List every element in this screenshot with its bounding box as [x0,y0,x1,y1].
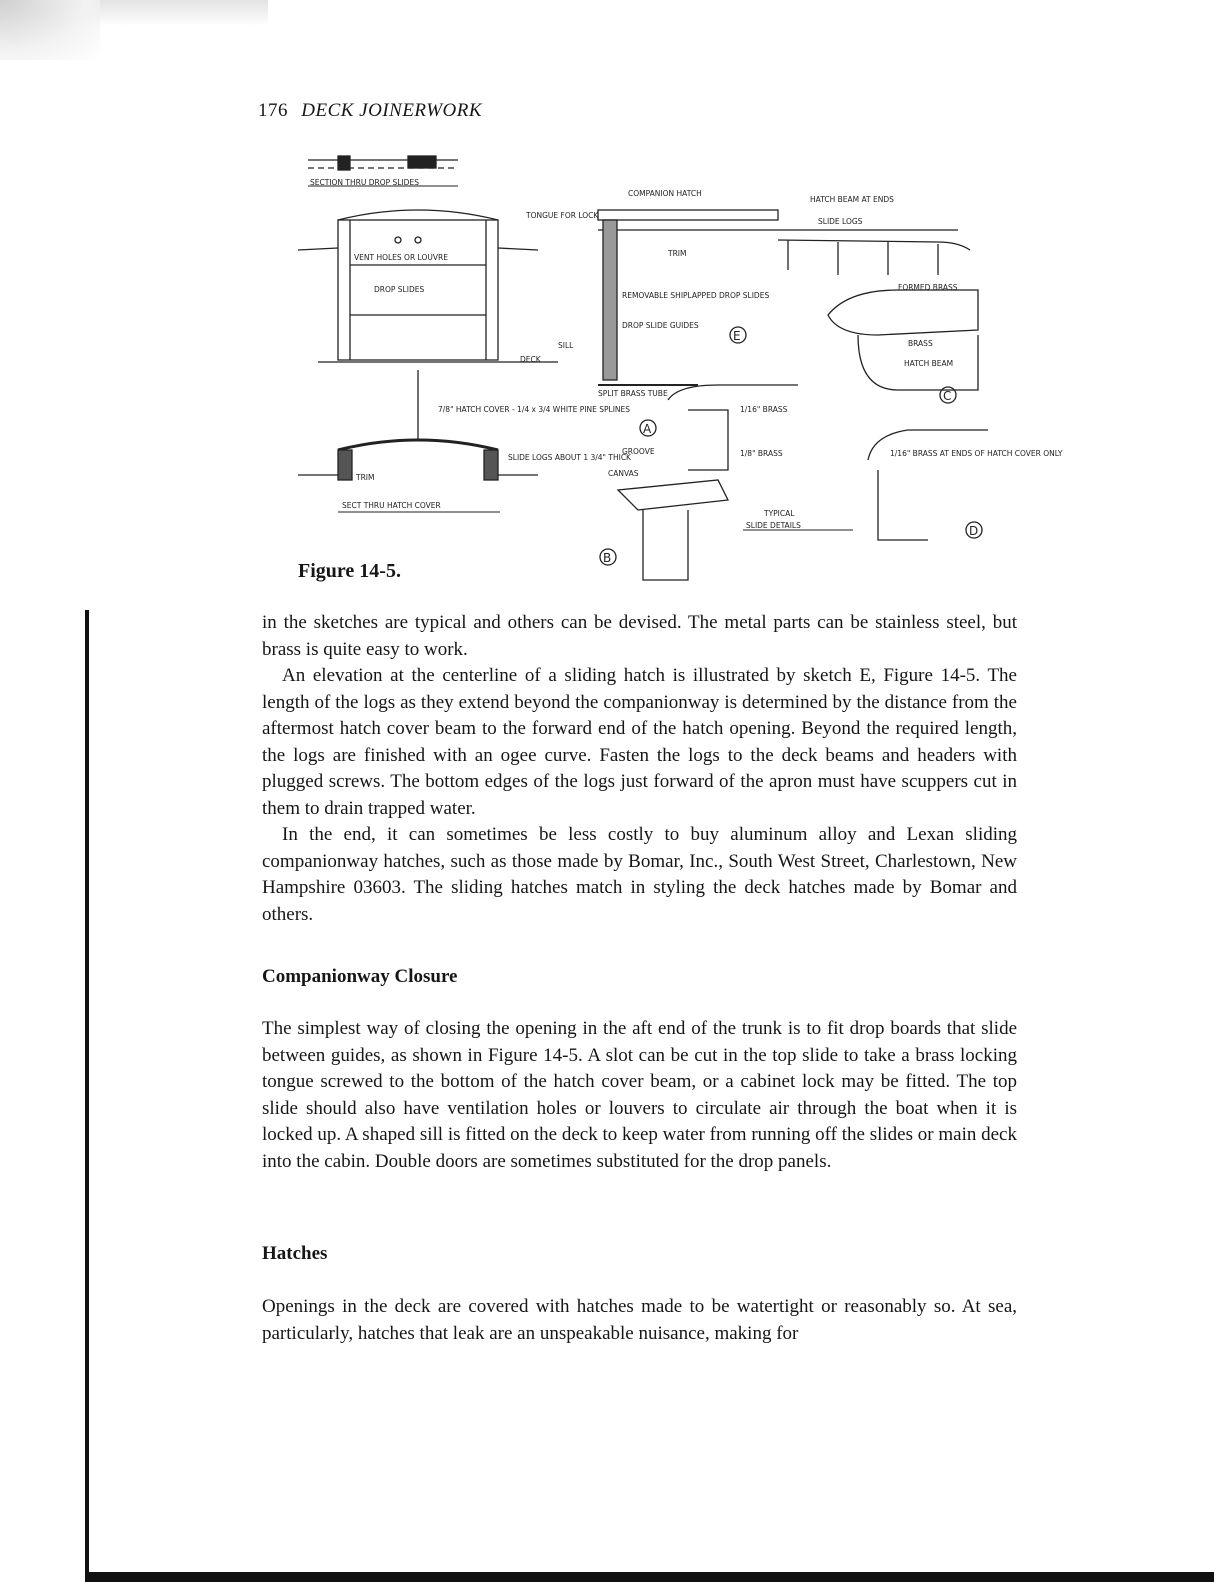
label-removable-slides: REMOVABLE SHIPLAPPED DROP SLIDES [622,291,770,300]
label-section-drop-slides: SECTION THRU DROP SLIDES [310,178,419,187]
paragraph: The simplest way of closing the opening in the aft end of the trunk is to fit drop boards that slide between guides, as shown in Figure 14-5. A slot can be cut in the top slide to take a brass locking tongue screwed to the bottom of the hatch cover beam, or a cabinet lock may be fitted. The top slide should also have ventilation holes or louvers to circulate air through the boat when it is locked up. A shaped sill is fitted on the deck to keep water from running off the slides or main deck into the cabin. Double doors are sometimes substituted for the drop panels. [262,1018,1017,1172]
label-hatch-beam-ends: HATCH BEAM AT ENDS [810,195,894,204]
mark-d: D [969,524,979,538]
detail-b-log [643,510,688,580]
label-vent-holes: VENT HOLES OR LOUVRE [354,253,448,262]
section-heading-hatches: Hatches [262,1243,328,1264]
drop-slide-guide [603,220,617,380]
label-companion-hatch: COMPANION HATCH [628,189,702,198]
deck-line-right [498,248,538,250]
running-head [258,100,482,122]
label-trim-2: TRIM [356,473,375,482]
chapter-title: DECK JOINERWORK [301,100,483,121]
paragraph: in the sketches are typical and others can be devised. The metal parts can be stainless steel, but brass is quite easy to work. [262,612,1017,660]
label-drop-slide-guides: DROP SLIDE GUIDES [622,321,699,330]
label-brass: BRASS [908,339,933,348]
detail-d-log [878,470,928,540]
paragraph: An elevation at the centerline of a sliding hatch is illustrated by sketch E, Figure 14-5. The length of the logs as they extend beyond the companionway is determined by the distance from the aftermost hatch cover beam to the forward end of the hatch opening. Beyond the required length, the logs are finished with an ogee curve. Fasten the logs to the deck beams and headers with plugged screws. The bottom edges of the logs just forward of the apron must have scuppers cut in them to drain trapped water. [262,665,1017,819]
label-slide-logs-thick: SLIDE LOGS ABOUT 1 3/4" THICK [508,453,631,462]
label-hatch-cover: 7/8" HATCH COVER - 1/4 x 3/4 WHITE PINE SPLINES [438,405,631,414]
hatch-cover-elevation [598,210,778,220]
detail-b-profile [618,480,728,510]
section-block-left [338,156,350,170]
label-hatch-beam: HATCH BEAM [904,359,954,368]
label-drop-slides: DROP SLIDES [374,285,425,294]
label-deck: DECK [520,355,541,364]
label-sill: SILL [558,341,574,350]
paragraph: In the end, it can sometimes be less costly to buy aluminum alloy and Lexan sliding companionway hatches, such as those made by Bomar, Inc., South West Street, Charlestown, New Hampshire 03603. The sliding hatches match in styling the deck hatches made by Bomar and others. [262,824,1017,925]
label-brass-at-ends: 1/16" BRASS AT ENDS OF HATCH COVER ONLY [890,449,1063,458]
page-number: 176 [258,100,288,121]
label-trim: TRIM [668,249,687,258]
detail-a-log [688,410,728,470]
label-typical: TYPICAL [764,509,795,518]
log-ogee [778,240,970,250]
figure-drawing [258,130,1063,590]
detail-a-profile [668,385,798,400]
label-sect-hatch-cover: SECT THRU HATCH COVER [342,501,441,510]
figure-caption: Figure 14-5. [298,560,401,582]
section-heading-companionway: Companionway Closure [262,966,458,987]
label-slide-details: SLIDE DETAILS [746,521,801,530]
slide-log-right [484,450,498,480]
mark-c: C [943,389,952,403]
section-block-right [408,156,436,168]
slide-log-left [338,450,352,480]
scan-edge-left [85,610,89,1582]
mark-e: E [733,329,741,343]
body-text-hatches [262,1294,1017,1347]
hatch-top-curve [338,210,498,220]
detail-c-profile [828,290,978,335]
body-text-top [262,610,1017,928]
deck-line-left [298,248,338,250]
label-groove: GROOVE [622,447,655,456]
mark-a: A [643,422,652,436]
vent-hole [415,237,421,243]
label-brass-16: 1/16" BRASS [740,405,788,414]
vent-hole [395,237,401,243]
label-tongue-for-lock: TONGUE FOR LOCK [526,211,599,220]
scan-edge-bottom [85,1572,1214,1582]
paragraph: Openings in the deck are covered with hatches made to be watertight or reasonably so. At sea, particularly, hatches that leak are an unspeakable nuisance, making for [262,1296,1017,1344]
figure-14-5 [258,130,1063,590]
label-canvas: CANVAS [608,469,639,478]
label-slide-logs: SLIDE LOGS [818,217,863,226]
label-split-brass-tube: SPLIT BRASS TUBE [598,389,668,398]
label-brass-8: 1/8" BRASS [740,449,783,458]
label-formed-brass: FORMED BRASS [898,283,958,292]
hatch-cover-curve [338,440,498,450]
mark-b: B [603,551,612,565]
body-text-companionway [262,1016,1017,1175]
scan-shadow-corner [0,0,100,60]
